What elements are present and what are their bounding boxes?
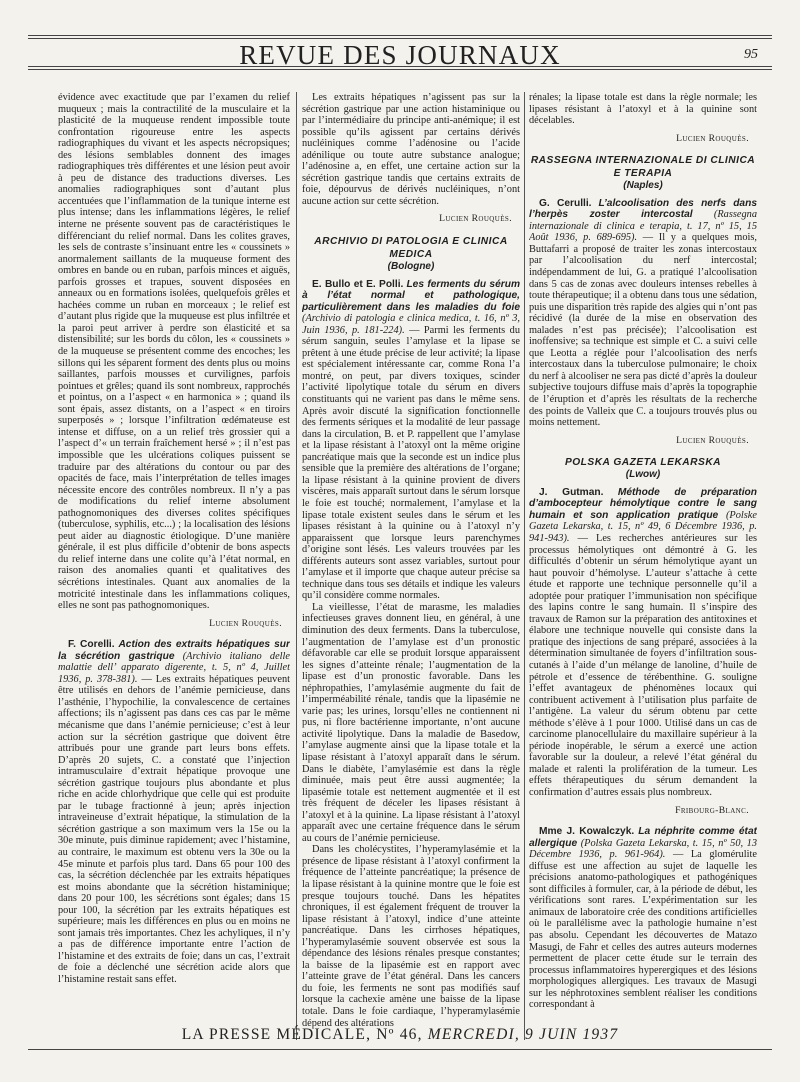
section-heading: ARCHIVIO DI PATOLOGIA E CLINICA MEDICA [314,236,508,261]
article-title: La néphrite comme état allergique [529,826,757,849]
header-rule [28,38,772,39]
column-right [529,92,757,1042]
article-title: L’alcoolisation des nerfs dans l’herpès zoster intercostal [529,197,757,221]
footer-date: MERCREDI, 9 JUIN 1937 [427,1026,619,1043]
section-city: (Lwow) [625,469,661,481]
paragraph: évidence avec exactitude que par l’examen du relief muqueux ; mais la contractilité de la musculaire et la plasticité de la muqueuse rendent impossible toute confrontation rigoureuse entre les aspects radiographiques du vivant et les aspects nécropsiques; des lésions semblables donnent des images radiographiques très différentes et une lésion peut avoir à peu de distance des traductions diverses. Les anomalies radiographiques sont d’autant plus accentuées que l’inflammation de la tunique interne est plus intense; dans les inflammations légères, le relief interne ne présente souvent pas de caractéristiques le différenciant du relief normal. Dans les colites graves, les sels de contraste s’insinuant entre les « coussinets » anormalement saillants de la muqueuse forment des ombres en bande ou en ruban, parfois minces et aiguës, parfois grosses et trapues, souvent disposées en anneaux ou en formations isolées, quelquefois grêles et hachées comme un ruban en morceaux ; le relief est d’autant plus rigide que la muqueuse est plus infiltrée et la paroi peut arriver à perdre son élasticité et sa distensibilité; sur les bords du côlon, les « coussinets » de la muqueuse se présentent comme des encoches; les sillons qui les séparent forment des dents plus ou moins saillantes, parfois mousses et curvilignes, parfois pointues et grêles; quand ils sont nombreux, rapprochés et pointus, on a l’aspect « en harmonica » ; quand ils sont épais, assez distants, on a l’aspect « en tiroirs superposés » ; lorsque l’infiltration œdémateuse est intense et diffuse, on a un relief très grossier qui a l’aspect d’« un terrain fraîchement hersé » ; il n’est pas impossible que les ulcérations coliques puissent se traduire par des altérations du contour ou par des opacités de face, mais l’interprétation de telles images nécessite encore des contrôles nombreux. Il n’y a pas de modifications du relief interne absolument pathognomoniques des diverses colites spécifiques (tuberculose, syphilis, etc...) ; la localisation des lésions peut aider au diagnostic étiologique. D’une manière générale, il est plus difficile d’obtenir de bons aspects du relief interne dans une colite qu’à l’état normal, en raison des anomalies quanti et qualitatives des sécrétions intestinales. Quant aux anomalies de la motricité intestinale dans les inflammations coliques, elles ne sont pas pathognomoniques. [58,92,290,612]
article-body: — La glomérulite diffuse est une affection au sujet de laquelle les précisions anatomo-pathologiques et pathogéniques sont difficiles à formuler, car, à la période de début, les vérifications sont rares. L’expérimentation sur les animaux de laboratoire crée des conditions artificielles où le parallélisme avec la pathologie humaine n’est pas absolu. Cependant les découvertes de Matazo Masugi, de Fahr et celles des autres auteurs modernes permettent de placer cette étude sur le terrain des processus inflammatoires hyperergiques et des lésions morphologiques allergiques. Les travaux de Masugi sur les néphrotoxines semblent réaliser les conditions correspondant à [529,849,757,1011]
signature: Lucien Rouquès. [209,617,282,629]
article-title: Action des extraits hépatiques sur la sécrétion gastrique [58,639,290,662]
article-citation: (Rassegna internazionale di clinica e terapia, t. 17, nº 15, 15 Août 1936, p. 689-695). [529,209,757,244]
column-divider [524,92,525,1040]
header-rule [28,66,772,67]
paragraph: Les extraits hépatiques n’agissent pas sur la sécrétion gastrique par une action histaminique ou par l’intermédiaire du principe anti-anémique; il est possible qu’ils agissent par certains dérivés nucléiniques comme l’adénosine ou l’acide adénilique ou toute autre substance analogue; l’adénosine a, en effet, une certaine action sur la sécrétion gastrique tandis que certains extraits de foie, dépourvus de dérivés nucléiniques, n’ont aucune action sur cette sécrétion. [302,92,520,207]
article [302,279,520,602]
article-author: J. Gutman. [539,486,604,498]
column-divider [296,92,297,1040]
article-citation: (Archivio di patologia e clinica medica, t. 16, nº 3, Juin 1936, p. 181-224). [302,313,520,336]
article [58,639,290,985]
column-middle [302,92,520,1042]
page-number: 95 [744,47,758,62]
signature: Lucien Rouquès. [676,132,749,144]
article-title: Méthode de préparation d’ambocepteur hémolytique contre le sang humain et son application pratique [529,486,757,521]
article-body: — Parmi les ferments du sérum sanguin, seules l’amylase et la lipase se prêtent à une étude précise de leur activité; la lipase est spécialement intéressante car, comme Rona l’a montré, on peut, par divers toxiques, scinder l’activité lipolytique totale du sérum en divers constituants qui ne varient pas dans le même sens. Après avoir discuté la signification fonctionnelle des ferments sériques et la modalité de leur passage dans la circulation, B. et P. rappellent que l’amylase et la lipase résistant à l’atoxyl ont la même origine pancréatique mais que la seconde est un indice plus sensible que la première des altérations de l’organe; la lipase résistant à la quinine provient de divers viscères, mais apparaît surtout dans le sérum lorsque le foie est touché; normalement, l’amylase et la lipase totale existent seules dans le sérum et les lipases résistant à la quinine ou à l’atoxyl n’y apparaissent que lorsque leurs parenchymes d’origine sont lésés. Les valeurs trouvées par les différents auteurs sont assez variables, surtout pour l’amylase et il importe que chaque auteur précise sa technique dans tous ses détails et indique les valeurs qu’il considère comme normales. [302,324,520,602]
section-city: (Bologne) [387,261,435,273]
article [529,198,757,429]
article-citation: (Polske Gazeta Lekarska, t. 15, nº 49, 6 Décembre 1936, p. 941-943). [529,509,757,544]
article-author: G. Cerulli. [539,197,592,209]
footer-rule [28,1049,772,1050]
column-left [58,92,290,1042]
signature: Lucien Rouquès. [439,213,512,225]
page-title: REVUE DES JOURNAUX [239,40,561,70]
article-body: — Les recherches antérieures sur les processus hémolytiques ont démontré à G. les difficultés d’obtenir un sérum hémolytique ayant un haut pouvoir d’hémolyse. L’auteur s’attache à cette étude et rapporte une technique personnelle qu’il a adoptée pour pratiquer l’immunisation non spécifique des lapins contre le sang humain. Il s’inspire des travaux de Ramon sur la préparation des antitoxines et élabore une technique nouvelle qui consiste dans la pratique des injections de sang préparé, associées à la détermination simultanée de foyers d’infiltration sous-cutanés à l’aide d’un mélange de lanoline, d’huile de pétrole et d’essence de térébenthine. G. souligne l’effet avantageux de phénomènes locaux qui contribuent activement à l’utilisation plus parfaite de l’antigène. La valeur du sérum obtenu par cette méthode s’élève à 1 pour 1000. Utilisé dans un cas de carcinome planocellulaire du maxillaire supérieur à la période inopérable, le sérum a exercé une action favorable sur la douleur, a relevé l’état général du malade et ralenti la prolifération de la tumeur. Les effets thérapeutiques du sérum demandent la confirmation d’autres essais plus nombreux. [529,532,757,798]
paragraph: rénales; la lipase totale est dans la règle normale; les lipases résistant à l’atoxyl et à la quinine sont décelables. [529,92,757,127]
paragraph: La vieillesse, l’état de marasme, les maladies infectieuses graves donnent lieu, en général, à une diminution des deux ferments. Dans la tuberculose, l’augmentation de l’amylase est d’un pronostic défavorable car elle se produit lorsque apparaissent les signes d’atteinte rénale; l’augmentation de la lipase est d’un pronostic favorable. Dans les néphropathies, l’amylasémie augmente du fait de l’imperméabilité rénale, tandis que la lipasémie ne varie pas; les urines, lorsqu’elles ne contiennent ni pus, ni flore bactérienne importante, n’ont aucune activité lipolytique. Dans la maladie de Basedow, l’amylase augmente ainsi que la lipase totale et la lipase résistant à l’atoxyl apparaît dans le sérum. Dans le diabète, l’amylasémie est dans la règle diminuée, mais peut être aussi augmentée; la lipasémie totale est nettement augmentée et il est très fréquent de déceler les lipases résistant à l’atoxyl et à la quinine. La lipase résistant à l’atoxyl apparaît avec une certaine fréquence dans le sérum au cours de l’anémie pernicieuse. [302,601,520,844]
article-body: — Les extraits hépatiques peuvent être utilisés en dehors de l’anémie pernicieuse, dans l’asthénie, l’hypochilie, la convalescence de certaines affections; ils n’agissent pas dans ces cas par le même mécanisme que dans l’anémie pernicieuse; c’est à leur action sur la sécrétion gastrique que doivent être attribués pour une grande part leurs bons effets. D’après 20 sujets, C. a constaté que l’injection intramusculaire d’extrait hépatique provoque une sécrétion gastrique toujours plus abondante et plus riche en acide chlorhydrique que celle qui est produite par le tubage fractionné à jeun; après injection intraveineuse d’extrait hépatique, la stimulation de la sécrétion gastrique a son maximum vers la 15e ou la 30e minute, puis diminue rapidement; avec l’histamine, au contraire, le maximum est obtenu vers la 30e ou la 45e minute et parfois plus tard. Dans 65 pour 100 des cas, la sécrétion déclenchée par les extraits hépatiques est moins abondante que la sécrétion histaminique; dans 20 pour 100, les sécrétions sont égales; dans 15 pour 100, la sécrétion par les extraits hépatiques est supérieure; mais les différences en plus ou en moins ne sont jamais très importantes. Chez les achyliques, il n’y a pas de différence importante entre l’action de l’histamine et des extraits de foie; dans un cas, l’extrait de foie a déclenché une sécrétion acide alors que l’histamine restait sans effet. [58,673,290,986]
section-heading: POLSKA GAZETA LEKARSKA [564,457,722,469]
article-author: Mme J. Kowalczyk. [539,826,635,838]
article-citation: (Archivio italiano delle malattie dell’ apparato digerente, t. 5, nº 4, Juillet 1936, p. 378-381). [58,650,290,685]
signature: Lucien Rouquès. [676,434,749,446]
section-city: (Naples) [623,180,663,192]
header-rule [28,35,772,36]
footer-journal: LA PRESSE MÉDICALE, Nº 46, [181,1026,423,1043]
page-footer [0,1026,800,1044]
signature: Fribourg-Blanc. [675,804,749,816]
article-title: Les ferments du sérum à l’état normal et pathologique, particulièrement dans les maladies du foie [302,278,520,313]
section-heading: RASSEGNA INTERNAZIONALE DI CLINICA E TERAPIA [530,155,756,180]
article-author: F. Corelli. [68,639,115,651]
header-rule [28,69,772,70]
article-author: E. Bullo et E. Polli. [312,278,404,290]
paragraph: Dans les cholécystites, l’hyperamylasémie et la présence de lipase résistant à l’atoxyl confirment la fréquence de l’atteinte pancréatique; la présence de la lipase résistant à la quinine montre que le foie est presque toujours touché. Dans les hépatites chroniques, il est également fréquent de trouver la lipase résistant à l’atoxyl, indice d’une atteinte pancréatique. Dans les cirrhoses hépatiques, l’hyperamylasémie souvent observée est sous la dépendance des lésions rénales presque constantes; la baisse de la lipasémie est en rapport avec l’atteinte grave de l’état général. Dans les cancers du foie, les ferments ne sont pas modifiés sauf lorsque la cachexie amène une baisse de la lipase totale. Dans le foie cardiaque, l’hyperamylasémie dépend des altérations [302,844,520,1029]
article-body: — Il y a quelques mois, Buttafarri a proposé de traiter les zonas intercostaux par l’alcoolisation du nerf intercostal; indépendamment de lui, G. a pratiqué l’alcoolisation dans 5 cas de zonas avec douleurs intenses rebelles à toute thérapeutique; il a obtenu dans tous une sédation, puis une disparition très rapide des algies qui n’ont pas récidivé (la durée de la mise en observation des malades n’est pas précisée); l’alcoolisation est inoffensive; sa technique est simple et C. a suivi celle que Leotta a réglée pour l’alcoolisation des nerfs intercostaux dans la tuberculose pulmonaire; le choix du nerf à alcooliser ne sera pas dicté d’après la douleur subjective toujours diffuse mais d’après la topographie de l’éruption et d’après les résultats de la recherche des points de Valleix que C. a toujours trouvés plus ou moins nettement. [529,232,757,429]
article-citation: (Polska Gazeta Lekarska, t. 15, nº 50, 13 Décembre 1936, p. 961-964). [529,837,757,861]
article [529,487,757,799]
article [529,826,757,1011]
